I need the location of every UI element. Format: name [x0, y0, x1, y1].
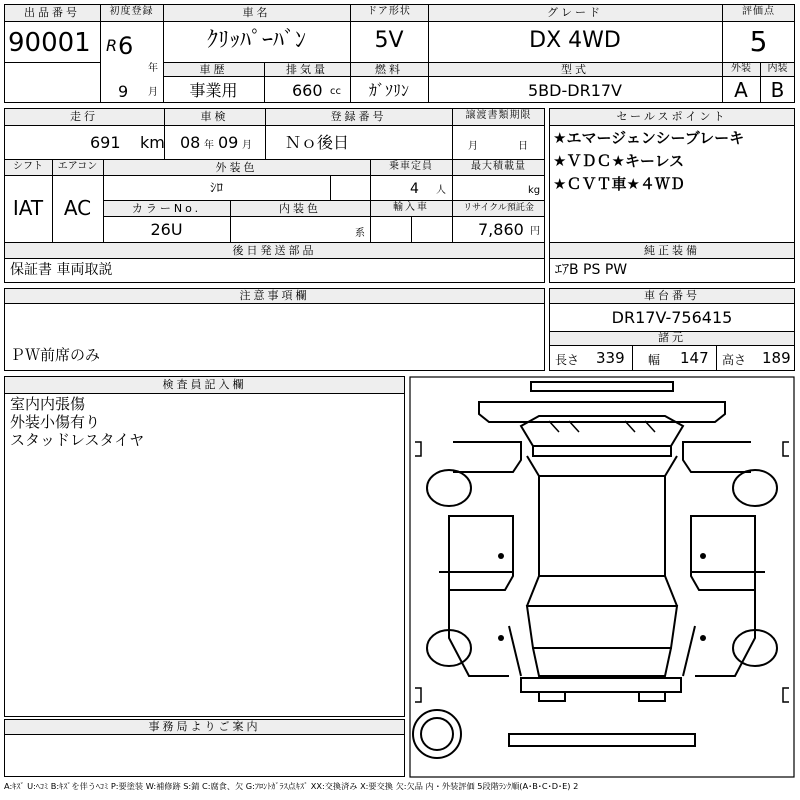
- kei-unit: 系: [355, 228, 365, 239]
- roof: [539, 476, 665, 576]
- sales-point-2: ★ＶＤＣ★キーレス: [553, 152, 685, 170]
- rear-window: [527, 606, 677, 648]
- door-label: ドア形状: [367, 6, 411, 17]
- score-label: 評価点: [742, 6, 775, 17]
- exterior-label: 外装: [731, 63, 751, 74]
- rear-gate: [533, 648, 671, 676]
- left-brackets: [415, 442, 421, 702]
- chassis-label: 車台番号: [644, 289, 700, 302]
- height: 189: [762, 349, 791, 367]
- notes-text: ＰＷ前席のみ: [10, 346, 101, 364]
- dashboard: [533, 446, 671, 456]
- later-parts: 保証書 車両取説: [10, 262, 113, 278]
- equipment: ｴｱB PS PW: [555, 262, 628, 278]
- front-left-wheel: [427, 470, 471, 506]
- spare-tire-inner: [421, 718, 453, 750]
- model-code: 5BD-DR17V: [528, 81, 622, 100]
- int-color-label: 内装色: [279, 202, 321, 215]
- inspector-line-2: 外装小傷有り: [10, 413, 101, 431]
- mileage: 691: [90, 133, 121, 152]
- inspection-year: 08: [180, 133, 201, 152]
- office-label: 事務局よりご案内: [148, 720, 261, 733]
- transfer-month-unit: 月: [468, 141, 478, 152]
- right-rear-mark: [700, 635, 706, 641]
- interior-label: 内装: [767, 63, 788, 74]
- recycle-label: リサイクル預託金: [463, 203, 534, 213]
- aircon: AC: [63, 196, 92, 220]
- inspector-line-1: 室内内張傷: [10, 395, 86, 413]
- fuel: ｶﾞｿﾘﾝ: [368, 81, 409, 100]
- km-unit: km: [140, 133, 165, 152]
- reg-no-label: 登録番号: [330, 110, 387, 123]
- sales-point-3: ★ＣＶＴ車★４ＷＤ: [553, 175, 685, 193]
- color-no: 26U: [150, 220, 183, 239]
- front-right-wheel: [733, 470, 777, 506]
- right-front-fender: [683, 442, 751, 472]
- chassis-number: DR17V-756415: [611, 308, 733, 327]
- rear-bumper: [521, 678, 681, 692]
- rear-plate-area: [509, 734, 695, 746]
- recycle-fee: 7,860: [478, 220, 524, 239]
- left-front-fender: [453, 442, 521, 472]
- era: R: [106, 36, 118, 55]
- shift: IAT: [12, 196, 44, 220]
- later-parts-label: 後日発送部品: [232, 244, 317, 257]
- first-reg-label: 初度登録: [109, 6, 154, 17]
- exterior-grade: A: [734, 78, 748, 102]
- mileage-label: 走行: [70, 110, 98, 123]
- inspector-line-3: スタッドレスタイヤ: [10, 431, 145, 449]
- displacement: 660: [292, 81, 323, 100]
- color-label: 外装色: [215, 161, 258, 174]
- year-unit: 年: [148, 63, 158, 74]
- windshield-outer: [521, 416, 683, 446]
- left-door: [449, 516, 513, 590]
- front-bumper-top: [531, 382, 673, 391]
- transfer-day-unit: 日: [518, 141, 528, 152]
- displacement-label: 排気量: [286, 63, 328, 76]
- width-label: 幅: [648, 353, 661, 367]
- sales-point-1: ★エマージェンシーブレーキ: [553, 129, 745, 147]
- sales-points-label: セールスポイント: [616, 110, 728, 123]
- left-handle-mark: [498, 553, 504, 559]
- length: 339: [596, 349, 625, 367]
- fuel-label: 燃料: [375, 63, 403, 76]
- equipment-label: 純正装備: [644, 244, 700, 257]
- lot-no-label: 出品番号: [24, 6, 80, 19]
- notes-label: 注意事項欄: [239, 289, 310, 302]
- rear-light-right: [639, 692, 665, 701]
- right-door: [691, 516, 755, 590]
- rear-light-left: [539, 692, 565, 701]
- capacity-unit: 人: [436, 185, 446, 196]
- interior-grade: B: [770, 78, 785, 102]
- right-brackets: [783, 442, 789, 702]
- import-label: 輸入車: [393, 202, 429, 213]
- lot-no: 90001: [8, 28, 91, 58]
- left-rear-mark: [498, 635, 504, 641]
- first-reg-year: 6: [118, 32, 134, 60]
- rear-quarters: [449, 590, 755, 676]
- shift-label: シフト: [13, 161, 43, 172]
- inspection-label: 車検: [200, 110, 229, 123]
- color-no-label: カラーNo.: [131, 202, 202, 215]
- grade: DX 4WD: [529, 28, 621, 53]
- legend-text: A:ｷｽﾞ U:ﾍｺﾐ B:ｷｽﾞを伴うﾍｺﾐ P:要塗装 W:補修跡 S:錆 C:腐食、欠 G:ﾌﾛﾝﾄｶﾞﾗｽ点ｷｽﾞ XX:交換済み X:要交換 欠:欠品 内・外装評価 5段階ﾗﾝｸ順(A･B･C･D･E) 2: [4, 781, 579, 791]
- yen-unit: 円: [530, 226, 540, 237]
- history: 事業用: [189, 81, 238, 100]
- capacity: 4: [410, 181, 419, 197]
- inspector-label: 検査員記入欄: [162, 378, 247, 391]
- roof-sides: [527, 456, 677, 606]
- model-label: 型式: [561, 63, 589, 76]
- width: 147: [680, 349, 709, 367]
- height-label: 高さ: [722, 353, 747, 367]
- front-panel: [479, 402, 725, 422]
- first-reg-month: 9: [118, 82, 129, 101]
- inspection-year-unit: 年: [204, 140, 214, 151]
- history-label: 車歴: [199, 63, 228, 76]
- load-label: 最大積載量: [471, 161, 526, 172]
- door-type: 5V: [374, 28, 404, 53]
- score: 5: [749, 25, 768, 58]
- dimensions-label: 諸元: [658, 331, 686, 344]
- vehicle-damage-diagram: [409, 376, 795, 778]
- capacity-label: 乗車定員: [389, 161, 433, 172]
- car-name-label: 車名: [242, 6, 271, 19]
- body-color: ｼﾛ: [210, 181, 223, 196]
- right-handle-mark: [700, 553, 706, 559]
- car-name: ｸﾘｯﾊﾟｰﾊﾞﾝ: [206, 28, 306, 53]
- cc-unit: cc: [330, 86, 341, 97]
- grade-label: グレード: [547, 6, 603, 19]
- month-unit: 月: [148, 87, 158, 98]
- length-label: 長さ: [555, 353, 580, 367]
- kg-unit: kg: [528, 185, 541, 196]
- inspection-month-unit: 月: [242, 140, 252, 151]
- transfer-label: 譲渡書類期限: [465, 110, 532, 121]
- ac-label: エアコン: [57, 161, 98, 172]
- inspection-month: 09: [218, 133, 239, 152]
- reg-no: Ｎｏ後日: [285, 133, 350, 152]
